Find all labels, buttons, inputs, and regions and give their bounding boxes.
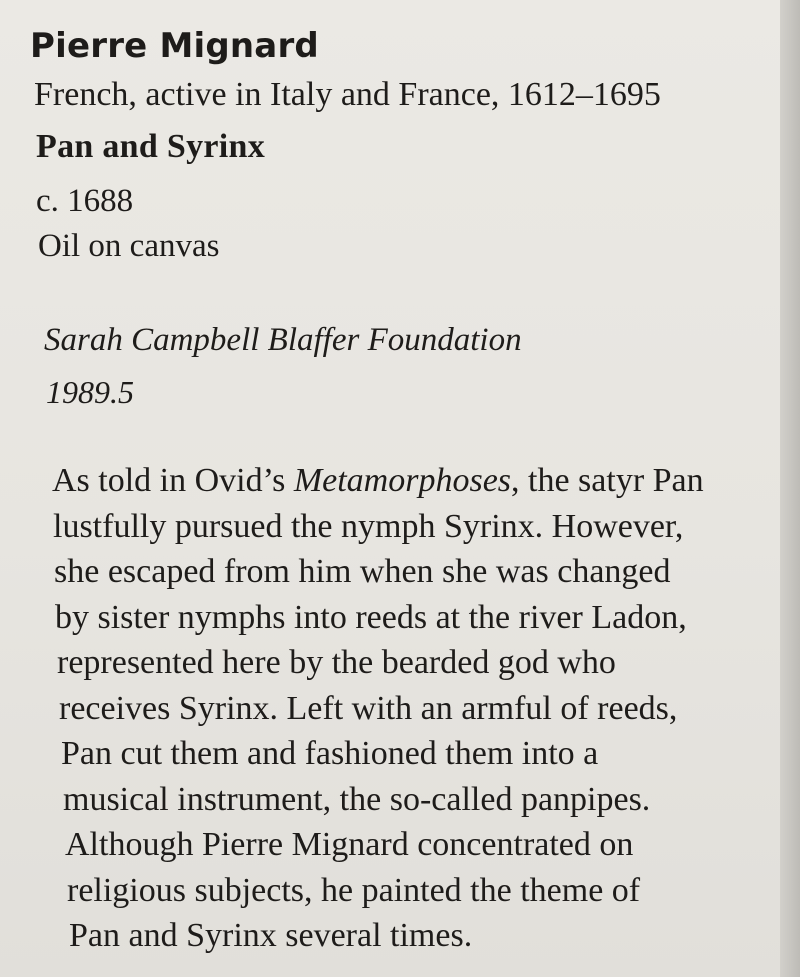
credit-line: Sarah Campbell Blaffer Foundation bbox=[44, 322, 522, 358]
description-line: Pan and Syrinx several times. bbox=[69, 917, 473, 954]
description-line-end: , the satyr Pan bbox=[511, 462, 704, 499]
book-title: Metamorphoses bbox=[293, 462, 512, 499]
artist-nationality-dates: French, active in Italy and France, 1612–1695 bbox=[34, 76, 661, 113]
description-line: Although Pierre Mignard concentrated on bbox=[65, 826, 634, 863]
accession-number: 1989.5 bbox=[46, 374, 134, 410]
description-line: lustfully pursued the nymph Syrinx. However, bbox=[53, 507, 684, 545]
artwork-title: Pan and Syrinx bbox=[36, 128, 266, 165]
artwork-date: c. 1688 bbox=[36, 183, 134, 219]
description-line bbox=[52, 458, 772, 504]
description-line-start: As told in Ovid’s bbox=[52, 462, 294, 499]
description-line: Pan cut them and fashioned them into a bbox=[61, 735, 599, 772]
description-line: religious subjects, he painted the theme of bbox=[67, 871, 641, 909]
description-line: represented here by the bearded god who bbox=[57, 644, 616, 681]
description-line: she escaped from him when she was changed bbox=[54, 553, 671, 590]
description-paragraph bbox=[52, 458, 772, 959]
description-line: musical instrument, the so-called panpipes. bbox=[63, 780, 651, 818]
artwork-medium: Oil on canvas bbox=[38, 228, 220, 264]
label-edge-shadow bbox=[780, 0, 800, 977]
artist-name: Pierre Mignard bbox=[30, 26, 319, 66]
description-line: by sister nymphs into reeds at the river Ladon, bbox=[55, 598, 687, 636]
description-line: receives Syrinx. Left with an armful of reeds, bbox=[59, 689, 678, 727]
